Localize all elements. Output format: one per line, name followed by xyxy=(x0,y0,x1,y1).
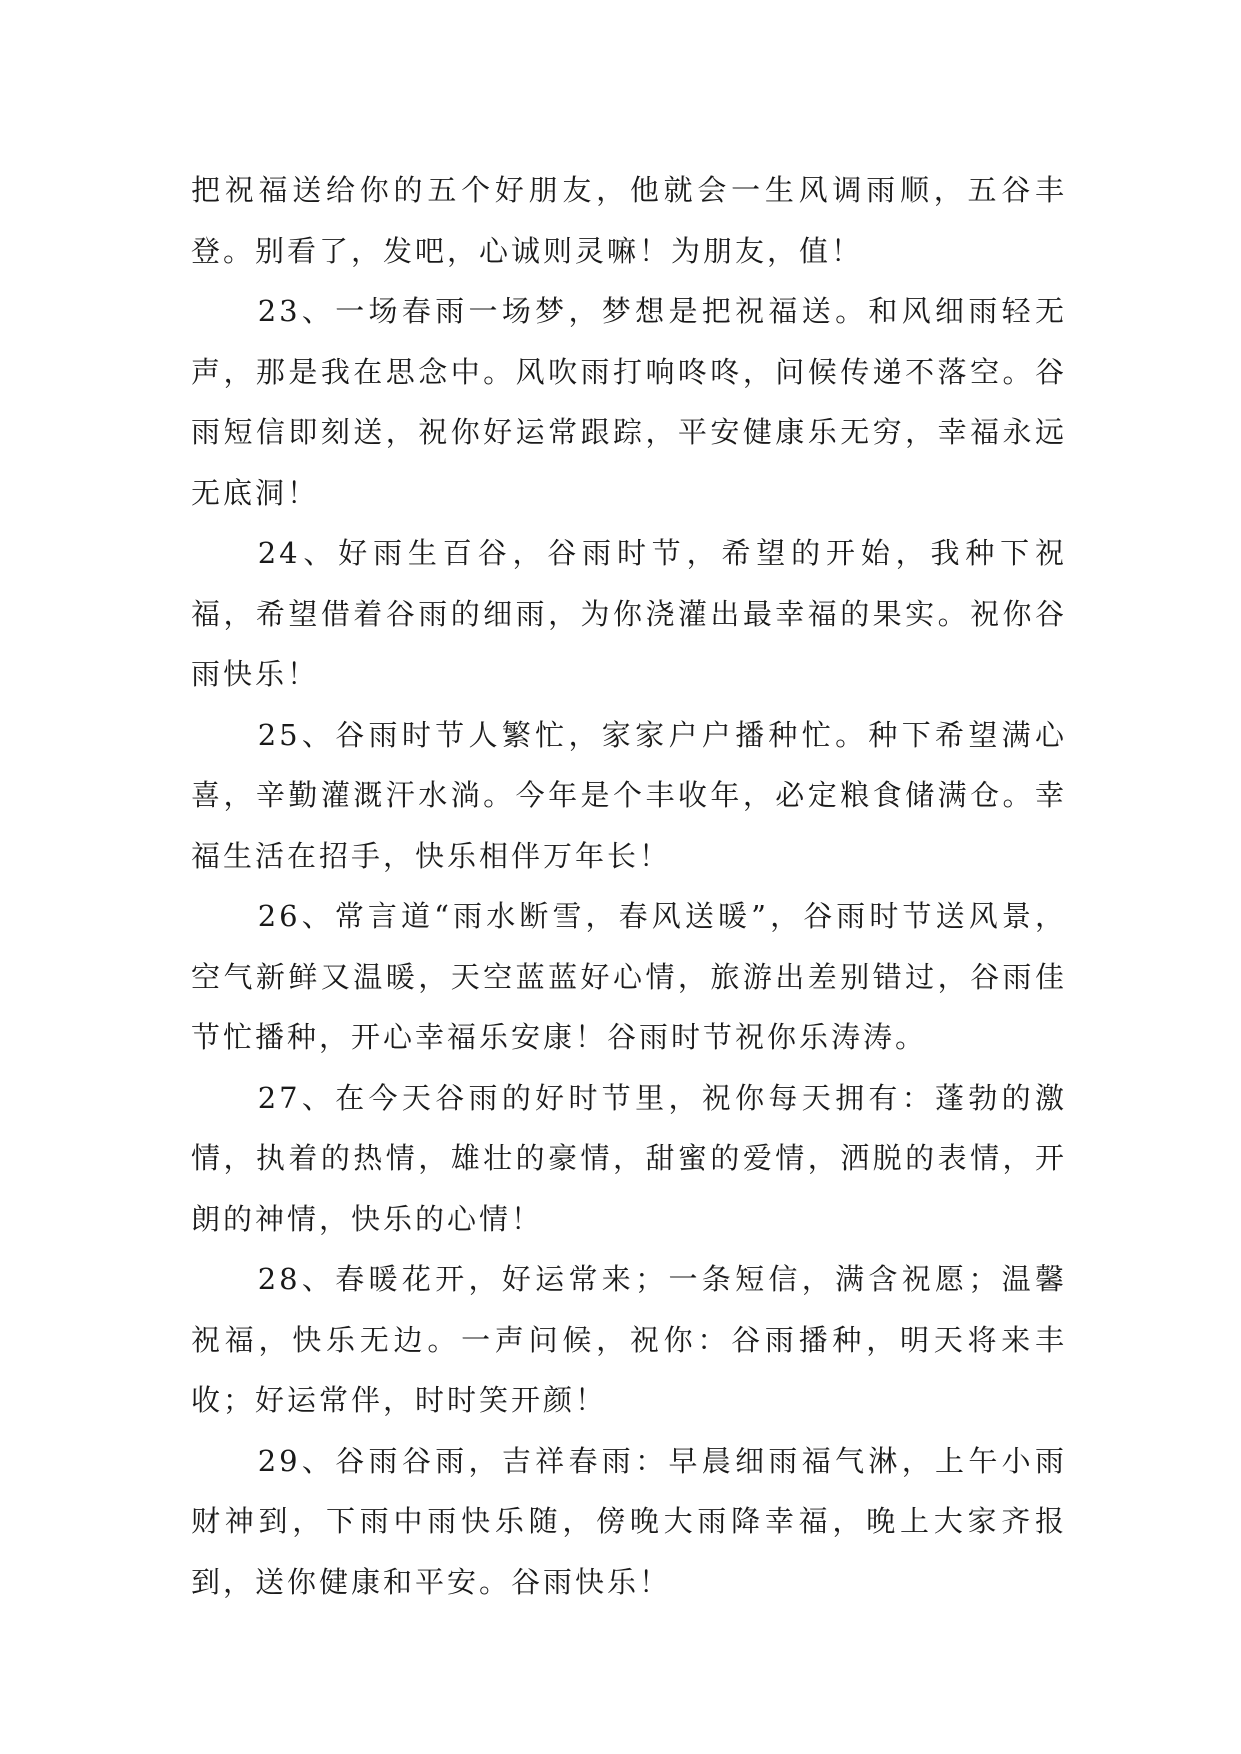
paragraph-28: 28、春暖花开，好运常来；一条短信，满含祝愿；温馨祝福，快乐无边。一声问候，祝你：谷雨播种，明天将来丰收；好运常伴，时时笑开颜！ xyxy=(191,1262,1067,1417)
paragraph-26: 26、常言道“雨水断雪，春风送暖”，谷雨时节送风景，空气新鲜又温暖，天空蓝蓝好心情，旅游出差别错过，谷雨佳节忙播种，开心幸福乐安康！谷雨时节祝你乐涛涛。 xyxy=(191,899,1067,1054)
document-body xyxy=(191,160,1067,1612)
paragraph-29: 29、谷雨谷雨，吉祥春雨：早晨细雨福气淋，上午小雨财神到，下雨中雨快乐随，傍晚大雨降幸福，晚上大家齐报到，送你健康和平安。谷雨快乐！ xyxy=(191,1443,1067,1599)
paragraph-25: 25、谷雨时节人繁忙，家家户户播种忙。种下希望满心喜，辛勤灌溉汗水淌。今年是个丰收年，必定粮食储满仓。幸福生活在招手，快乐相伴万年长！ xyxy=(191,717,1067,873)
paragraph-24: 24、好雨生百谷，谷雨时节，希望的开始，我种下祝福，希望借着谷雨的细雨，为你浇灌出最幸福的果实。祝你谷雨快乐！ xyxy=(191,536,1067,691)
paragraph-27: 27、在今天谷雨的好时节里，祝你每天拥有：蓬勃的激情，执着的热情，雄壮的豪情，甜蜜的爱情，洒脱的表情，开朗的神情，快乐的心情！ xyxy=(191,1080,1067,1236)
paragraph-23: 23、一场春雨一场梦，梦想是把祝福送。和风细雨轻无声，那是我在思念中。风吹雨打响咚咚，问候传递不落空。谷雨短信即刻送，祝你好运常跟踪，平安健康乐无穷，幸福永远无底洞！ xyxy=(191,294,1067,510)
paragraph-continuation: 把祝福送给你的五个好朋友，他就会一生风调雨顺，五谷丰登。别看了，发吧，心诚则灵嘛！为朋友，值！ xyxy=(191,173,1067,268)
